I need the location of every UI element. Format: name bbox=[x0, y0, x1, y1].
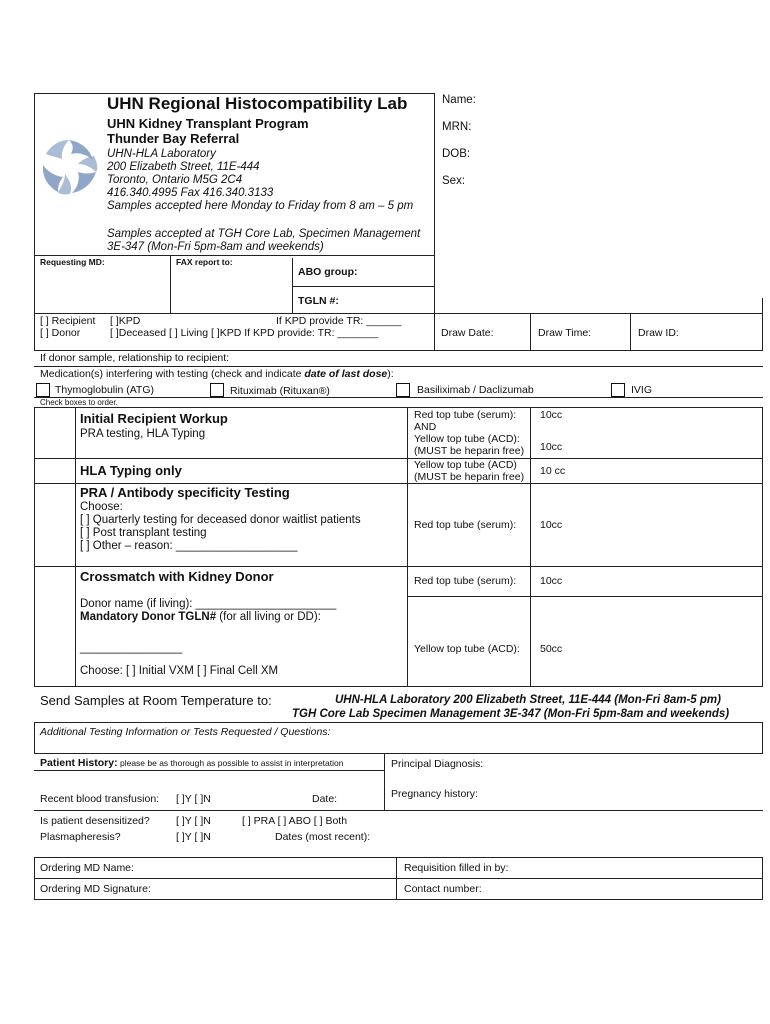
donor-option[interactable]: [ ] Donor bbox=[40, 327, 81, 339]
draw-time-label: Draw Time: bbox=[538, 327, 592, 339]
patient-history-label bbox=[40, 757, 343, 769]
type-row-right bbox=[762, 298, 763, 351]
address-line-4: 416.340.4995 Fax 416.340.3133 bbox=[107, 187, 274, 199]
crossmatch-tube-divider bbox=[407, 596, 762, 597]
kpd-option[interactable]: [ ]KPD bbox=[110, 315, 141, 327]
additional-testing-label[interactable]: Additional Testing Information or Tests Requested / Questions: bbox=[40, 726, 331, 738]
crossmatch-tube-2: Yellow top tube (ACD): bbox=[414, 643, 520, 655]
initial-volume-2: 10cc bbox=[540, 441, 563, 453]
crossmatch-title: Crossmatch with Kidney Donor bbox=[80, 569, 274, 584]
send-address-line-1: UHN-HLA Laboratory 200 Elizabeth Street, 11E-444 (Mon-Fri 8am-5 pm) bbox=[335, 694, 721, 706]
additional-box-right bbox=[762, 722, 763, 754]
additional-box-left bbox=[34, 722, 35, 754]
uhn-logo-icon bbox=[38, 136, 100, 198]
transfusion-label: Recent blood transfusion: bbox=[40, 793, 160, 805]
crossmatch-donor-name[interactable]: Donor name (if living): ______________________ bbox=[80, 598, 337, 610]
transfusion-yn[interactable]: [ ]Y [ ]N bbox=[176, 793, 211, 805]
medications-label bbox=[40, 368, 394, 380]
pra-title: PRA / Antibody specificity Testing bbox=[80, 485, 290, 500]
requisition-filled-label[interactable]: Requisition filled in by: bbox=[404, 862, 509, 874]
kpd-tr-field[interactable]: If KPD provide TR: ______ bbox=[276, 315, 402, 327]
history-section-divider bbox=[34, 810, 763, 811]
requesting-row-top bbox=[34, 255, 435, 256]
plasmapheresis-yn[interactable]: [ ]Y [ ]N bbox=[176, 831, 211, 843]
desensitized-label: Is patient desensitized? bbox=[40, 815, 150, 827]
patient-history-bold: Patient History: bbox=[40, 757, 118, 769]
check-note-row-top bbox=[34, 397, 763, 398]
pregnancy-history-label[interactable]: Pregnancy history: bbox=[391, 788, 478, 800]
pra-volume: 10cc bbox=[540, 519, 563, 531]
ordering-box-top bbox=[34, 857, 763, 858]
draw-id-label: Draw ID: bbox=[638, 327, 679, 339]
ivig-checkbox[interactable] bbox=[611, 383, 625, 397]
crossmatch-volume-2: 50cc bbox=[540, 643, 563, 655]
pra-tube: Red top tube (serum): bbox=[414, 519, 517, 531]
rituximab-checkbox[interactable] bbox=[210, 383, 224, 397]
medications-label-emphasis: date of last dose bbox=[304, 368, 388, 380]
checkbox-col-divider bbox=[75, 407, 76, 686]
tgh-line-1: Samples accepted at TGH Core Lab, Specimen Management bbox=[107, 228, 421, 240]
patient-dob-label: DOB: bbox=[442, 148, 471, 160]
crossmatch-row-top bbox=[34, 566, 763, 567]
medications-label-prefix: Medication(s) interfering with testing (check and indicate bbox=[40, 368, 305, 380]
ordering-box-bottom bbox=[34, 899, 763, 900]
contact-number-label[interactable]: Contact number: bbox=[404, 883, 482, 895]
send-address-line-2: TGH Core Lab Specimen Management 3E-347 (Mon-Fri 5pm-8am and weekends) bbox=[292, 708, 730, 720]
tests-left bbox=[34, 407, 35, 686]
tests-top bbox=[34, 407, 763, 408]
send-samples-label: Send Samples at Room Temperature to: bbox=[40, 693, 272, 708]
basiliximab-checkbox[interactable] bbox=[396, 383, 410, 397]
relationship-row-top bbox=[34, 350, 763, 351]
plasmapheresis-dates[interactable]: Dates (most recent): bbox=[275, 831, 371, 843]
tube-col-divider bbox=[407, 407, 408, 686]
volume-col-divider bbox=[530, 407, 531, 686]
hla-tube-2: (MUST be heparin free) bbox=[414, 471, 525, 483]
tgh-line-2: 3E-347 (Mon-Fri 5pm-8am and weekends) bbox=[107, 241, 324, 253]
crossmatch-volume-1: 10cc bbox=[540, 575, 563, 587]
rituximab-label: Rituximab (Rituxan®) bbox=[230, 385, 330, 397]
ivig-label: IVIG bbox=[631, 384, 653, 396]
tests-right bbox=[762, 407, 763, 686]
patient-mrn-label: MRN: bbox=[442, 121, 472, 133]
initial-workup-sub: PRA testing, HLA Typing bbox=[80, 428, 206, 440]
requesting-md-label: Requesting MD: bbox=[40, 257, 105, 267]
pra-choose-label: Choose: bbox=[80, 501, 123, 513]
additional-box-top bbox=[34, 722, 763, 723]
history-divider bbox=[384, 754, 385, 811]
hla-typing-title: HLA Typing only bbox=[80, 463, 182, 478]
crossmatch-choose[interactable]: Choose: [ ] Initial VXM [ ] Final Cell XM bbox=[80, 665, 279, 677]
lab-title: UHN Regional Histocompatibility Lab bbox=[107, 94, 408, 113]
donor-type-options[interactable]: [ ]Deceased [ ] Living [ ]KPD If KPD provide: TR: _______ bbox=[110, 327, 379, 339]
crossmatch-tube-1: Red top tube (serum): bbox=[414, 575, 517, 587]
pra-row-top bbox=[34, 483, 763, 484]
abo-tgln-divider bbox=[292, 286, 435, 287]
fax-report-label: FAX report to: bbox=[176, 257, 233, 267]
thymoglobulin-label: Thymoglobulin (ATG) bbox=[55, 384, 155, 396]
crossmatch-tgln-bold: Mandatory Donor TGLN# bbox=[80, 611, 217, 623]
hla-tube-1: Yellow top tube (ACD) bbox=[414, 459, 517, 471]
check-boxes-note: Check boxes to order. bbox=[40, 398, 118, 407]
pra-option-post-transplant[interactable]: [ ] Post transplant testing bbox=[80, 527, 207, 539]
crossmatch-tgln-rest: (for all living or DD): bbox=[216, 611, 321, 623]
recipient-option[interactable]: [ ] Recipient bbox=[40, 315, 96, 327]
address-line-2: 200 Elizabeth Street, 11E-444 bbox=[107, 161, 260, 173]
header-border-right bbox=[434, 93, 435, 313]
hla-volume: 10 cc bbox=[540, 465, 566, 477]
pra-option-quarterly[interactable]: [ ] Quarterly testing for deceased donor waitlist patients bbox=[80, 514, 361, 526]
plasmapheresis-label: Plasmapheresis? bbox=[40, 831, 121, 843]
crossmatch-blank-line[interactable]: ________________ bbox=[80, 642, 183, 654]
type-row-left bbox=[34, 313, 35, 351]
hla-row-top bbox=[34, 458, 763, 459]
patient-sex-label: Sex: bbox=[442, 175, 466, 187]
abo-group-label: ABO group: bbox=[298, 266, 358, 278]
draw-time-divider bbox=[530, 313, 531, 351]
desensitized-pra-abo[interactable]: [ ] PRA [ ] ABO [ ] Both bbox=[242, 815, 348, 827]
type-row-top bbox=[34, 313, 763, 314]
history-underline bbox=[34, 770, 384, 771]
patient-history-note: please be as thorough as possible to assist in interpretation bbox=[117, 758, 344, 768]
medications-row-top bbox=[34, 366, 763, 367]
transfusion-date-label[interactable]: Date: bbox=[312, 793, 338, 805]
ordering-md-name-label[interactable]: Ordering MD Name: bbox=[40, 862, 134, 874]
crossmatch-tgln bbox=[80, 611, 321, 623]
address-line-3: Toronto, Ontario M5G 2C4 bbox=[107, 174, 243, 186]
header-border-left bbox=[34, 93, 35, 315]
fax-divider bbox=[170, 255, 171, 313]
tests-bottom bbox=[34, 686, 763, 687]
referral-title: Thunder Bay Referral bbox=[107, 131, 240, 146]
initial-tube-3: Yellow top tube (ACD): bbox=[414, 433, 520, 445]
draw-date-divider bbox=[434, 298, 435, 351]
initial-tube-4: (MUST be heparin free) bbox=[414, 445, 525, 457]
donor-relationship-label: If donor sample, relationship to recipient: bbox=[40, 352, 230, 364]
additional-box-bottom bbox=[34, 753, 763, 754]
tgln-label: TGLN #: bbox=[298, 295, 339, 307]
initial-tube-1: Red top tube (serum): bbox=[414, 409, 517, 421]
address-line-1: UHN-HLA Laboratory bbox=[107, 148, 216, 160]
initial-workup-title: Initial Recipient Workup bbox=[80, 411, 228, 426]
draw-date-label: Draw Date: bbox=[441, 327, 494, 339]
ordering-row-divider bbox=[34, 878, 763, 879]
medications-label-suffix: ): bbox=[387, 368, 394, 380]
pra-option-other[interactable]: [ ] Other – reason: ___________________ bbox=[80, 540, 298, 552]
desensitized-yn[interactable]: [ ]Y [ ]N bbox=[176, 815, 211, 827]
thymoglobulin-checkbox[interactable] bbox=[36, 383, 50, 397]
address-line-5: Samples accepted here Monday to Friday from 8 am – 5 pm bbox=[107, 200, 414, 212]
basiliximab-label: Basiliximab / Daclizumab bbox=[417, 384, 534, 396]
patient-name-label: Name: bbox=[442, 94, 476, 106]
initial-tube-2: AND bbox=[414, 421, 437, 433]
program-title: UHN Kidney Transplant Program bbox=[107, 116, 309, 131]
ordering-md-signature-label[interactable]: Ordering MD Signature: bbox=[40, 883, 151, 895]
initial-volume-1: 10cc bbox=[540, 409, 563, 421]
draw-id-divider bbox=[630, 313, 631, 351]
principal-diagnosis-label[interactable]: Principal Diagnosis: bbox=[391, 758, 484, 770]
